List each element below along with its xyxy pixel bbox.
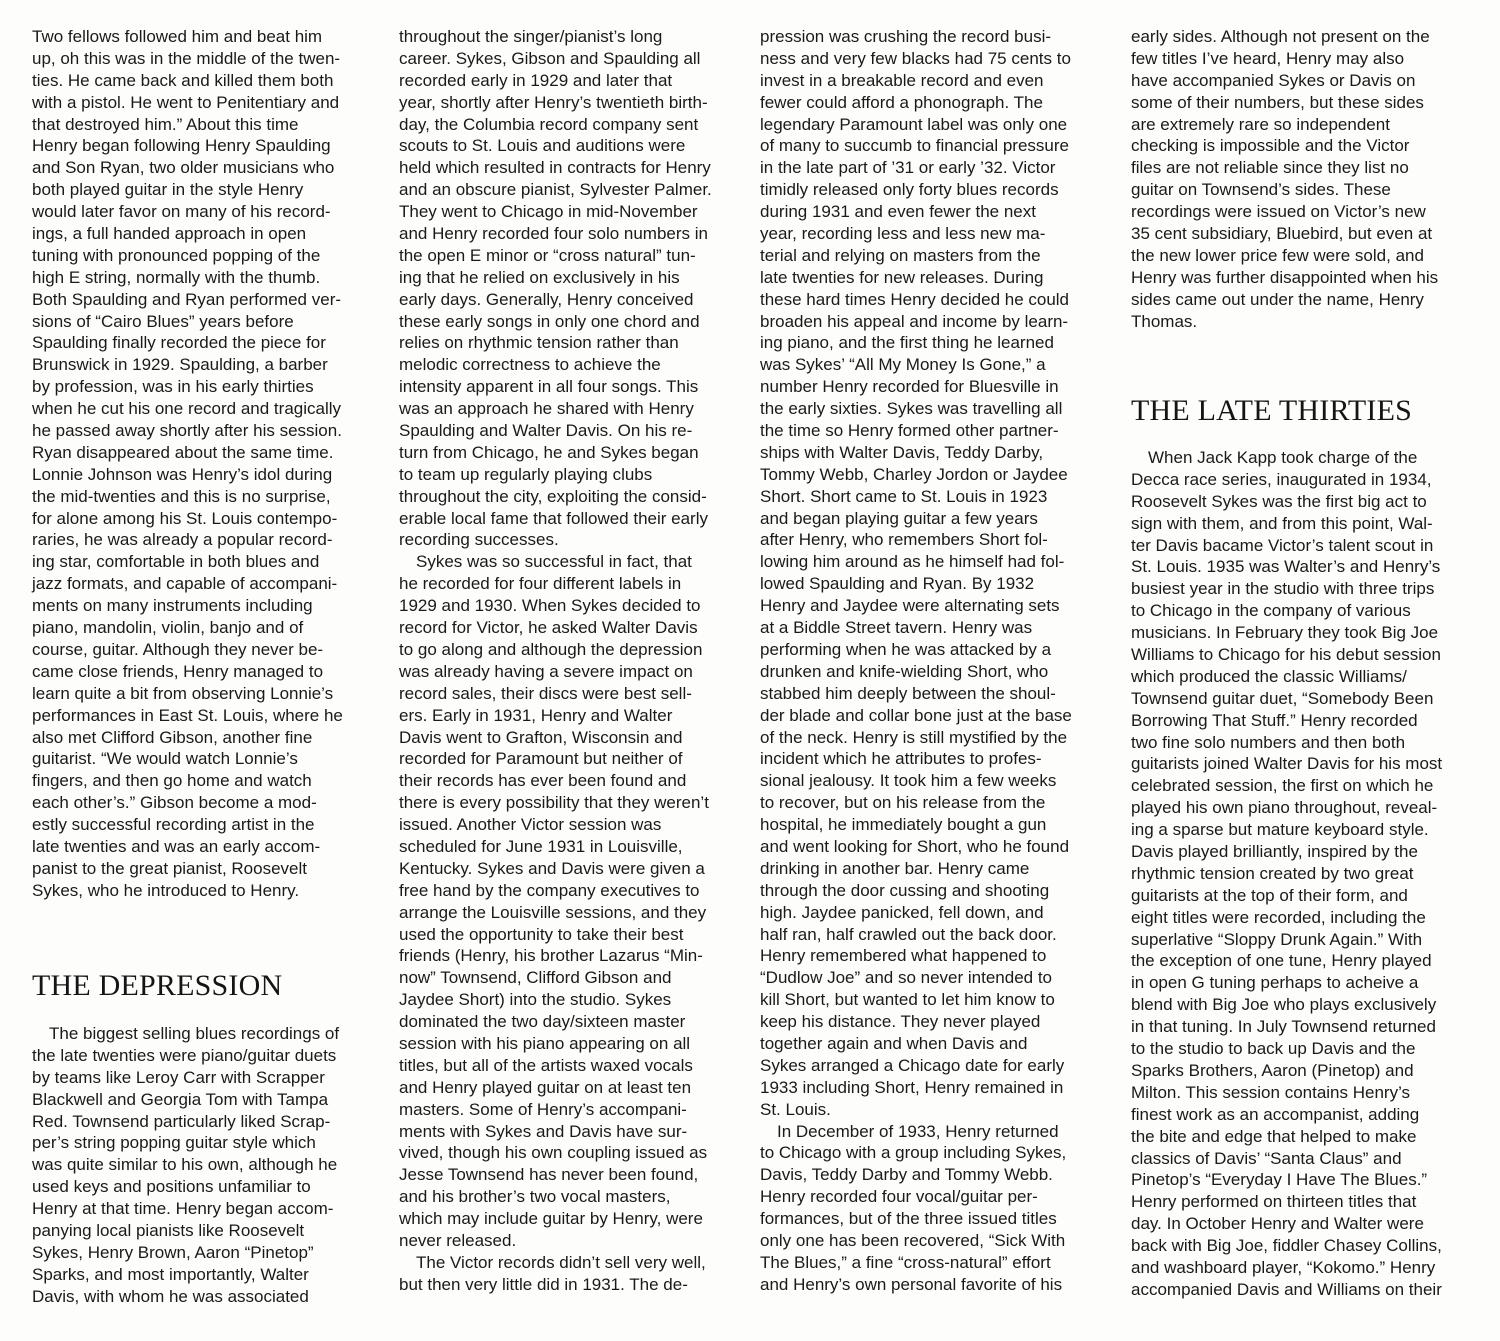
text-line: busiest year in the studio with three trips: [1131, 579, 1435, 599]
text-line: Milton. This session contains Henry’s: [1131, 1082, 1411, 1102]
text-line: Spaulding finally recorded the piece for: [32, 333, 326, 353]
text-line: timidly released only forty blues records: [760, 180, 1059, 200]
text-line: erable local fame that followed their early: [399, 508, 708, 528]
text-line: Henry at that time. Henry began accom-: [32, 1199, 334, 1219]
text-line: year, recording less and less new ma-: [760, 224, 1046, 244]
text-line: recorded for Paramount but neither of: [399, 749, 683, 769]
text-line: Red. Townsend particularly liked Scrap-: [32, 1111, 331, 1131]
text-line: and washboard player, “Kokomo.” Henry: [1131, 1257, 1436, 1277]
text-line: the time so Henry formed other partner-: [760, 421, 1059, 441]
text-line: jazz formats, and capable of accompani-: [32, 574, 338, 594]
text-line: performances in East St. Louis, where he: [32, 705, 343, 725]
text-line: titles, but all of the artists waxed vocals: [399, 1055, 693, 1075]
text-line: throughout the city, exploiting the consid-: [399, 486, 707, 506]
text-line: with a pistol. He went to Penitentiary and: [32, 92, 340, 112]
text-line: Sparks Brothers, Aaron (Pinetop) and: [1131, 1060, 1414, 1080]
text-line: never released.: [399, 1230, 517, 1250]
text-line: ing a sparse but mature keyboard style.: [1131, 820, 1429, 840]
text-line: was already having a severe impact on: [399, 661, 693, 681]
text-line: sions of “Cairo Blues” years before: [32, 311, 294, 331]
text-line: but then very little did in 1931. The de-: [399, 1274, 688, 1294]
text-line: Davis played brilliantly, inspired by the: [1131, 842, 1418, 862]
text-line: high. Jaydee panicked, fell down, and: [760, 902, 1044, 922]
text-line: ties. He came back and killed them both: [32, 70, 334, 90]
text-line: celebrated session, the first on which he: [1131, 776, 1434, 796]
text-line: sign with them, and from this point, Wal-: [1131, 513, 1433, 533]
text-line: Williams to Chicago for his debut session: [1131, 645, 1441, 665]
text-line: Thomas.: [1131, 311, 1198, 331]
text-line: fewer could afford a phonograph. The: [760, 92, 1043, 112]
text-line: learn quite a bit from observing Lonnie’s: [32, 683, 334, 703]
text-line: record for Victor, he asked Walter Davis: [399, 618, 698, 638]
text-line: would later favor on many of his record-: [32, 202, 331, 222]
text-line: guitarist. “We would watch Lonnie’s: [32, 749, 298, 769]
text-line: guitarists at the top of their form, and: [1131, 885, 1408, 905]
text-line: The Blues,” a fine “cross-natural” effort: [760, 1252, 1051, 1272]
text-line: When Jack Kapp took charge of the: [1131, 448, 1418, 467]
text-line: The biggest selling blues recordings of: [32, 1024, 340, 1043]
text-line: fingers, and then go home and watch: [32, 771, 312, 791]
text-line: terial and relying on masters from the: [760, 245, 1041, 265]
text-line: up, oh this was in the middle of the twen-: [32, 48, 341, 68]
text-line: both played guitar in the style Henry: [32, 180, 304, 200]
text-line: there is every possibility that they weren’t: [399, 793, 709, 813]
text-line: to team up regularly playing clubs: [399, 464, 653, 484]
text-column-4-continued: [1131, 447, 1476, 1301]
text-line: early days. Generally, Henry conceived: [399, 289, 694, 309]
text-line: was an approach he shared with Henry: [399, 399, 694, 419]
text-line: broaden his appeal and income by learn-: [760, 311, 1069, 331]
text-line: year, shortly after Henry’s twentieth birth-: [399, 92, 708, 112]
text-line: panist to the great pianist, Roosevelt: [32, 858, 307, 878]
text-line: when he cut his one record and tragically: [32, 399, 342, 419]
text-line: career. Sykes, Gibson and Spaulding all: [399, 48, 701, 68]
text-line: and went looking for Short, who he found: [760, 836, 1070, 856]
text-line: together again and when Davis and: [760, 1033, 1028, 1053]
text-line: Henry and Jaydee were alternating sets: [760, 596, 1060, 616]
text-line: ing that he relied on exclusively in his: [399, 267, 680, 287]
text-line: that destroyed him.” About this time: [32, 114, 299, 134]
text-line: ers. Early in 1931, Henry and Walter: [399, 705, 673, 725]
text-line: number Henry recorded for Bluesville in: [760, 377, 1059, 397]
text-line: Jesse Townsend has never been found,: [399, 1165, 699, 1185]
text-line: turn from Chicago, he and Sykes began: [399, 442, 699, 462]
text-line: these hard times Henry decided he could: [760, 289, 1070, 309]
text-line: day, the Columbia record company sent: [399, 114, 699, 134]
text-line: Davis, with whom he was associated: [32, 1286, 309, 1306]
text-line: classics of Davis’ “Santa Claus” and: [1131, 1148, 1402, 1168]
text-line: some of their numbers, but these sides: [1131, 92, 1424, 112]
text-line: Ryan disappeared about the same time.: [32, 442, 334, 462]
text-line: St. Louis.: [760, 1099, 831, 1119]
text-line: Sykes arranged a Chicago date for early: [760, 1055, 1065, 1075]
text-line: 1929 and 1930. When Sykes decided to: [399, 596, 701, 616]
text-line: the bite and edge that helped to make: [1131, 1126, 1417, 1146]
text-line: piano, mandolin, violin, banjo and of: [32, 618, 304, 638]
text-line: Tommy Webb, Charley Jordon or Jaydee: [760, 464, 1068, 484]
text-line: ments with Sykes and Davis have sur-: [399, 1121, 688, 1141]
text-line: the mid-twenties and this is no surprise,: [32, 486, 331, 506]
text-line: and Henry’s own personal favorite of his: [760, 1274, 1063, 1294]
text-line: drinking in another bar. Henry came: [760, 858, 1030, 878]
text-line: They went to Chicago in mid-November: [399, 202, 698, 222]
text-line: panying local pianists like Roosevelt: [32, 1221, 305, 1241]
text-line: scouts to St. Louis and auditions were: [399, 136, 686, 156]
text-line: kill Short, but wanted to let him know to: [760, 990, 1055, 1010]
text-line: only one has been recovered, “Sick With: [760, 1230, 1066, 1250]
text-line: used keys and positions unfamiliar to: [32, 1177, 311, 1197]
text-line: issued. Another Victor session was: [399, 815, 662, 835]
text-line: Henry remembered what happened to: [760, 946, 1047, 966]
text-line: accompanied Davis and Williams on their: [1131, 1279, 1442, 1299]
text-line: eight titles were recorded, including the: [1131, 907, 1426, 927]
text-line: musicians. In February they took Big Joe: [1131, 623, 1439, 643]
text-line: Lonnie Johnson was Henry’s idol during: [32, 464, 333, 484]
text-line: these early songs in only one chord and: [399, 311, 700, 331]
text-line: files are not reliable since they list no: [1131, 158, 1409, 178]
text-line: Both Spaulding and Ryan performed ver-: [32, 289, 342, 309]
text-line: and Son Ryan, two older musicians who: [32, 158, 335, 178]
text-line: the new lower price few were sold, and: [1131, 245, 1424, 265]
text-line: vived, though his own coupling issued as: [399, 1143, 708, 1163]
text-line: recordings were issued on Victor’s new: [1131, 202, 1426, 222]
text-line: pression was crushing the record busi-: [760, 27, 1052, 46]
text-line: was quite similar to his own, although he: [32, 1155, 338, 1175]
text-line: In December of 1933, Henry returned: [760, 1121, 1059, 1141]
text-line: at a Biddle Street tavern. Henry was: [760, 618, 1033, 638]
text-column-4: [1131, 26, 1476, 332]
text-line: ter Davis bacame Victor’s talent scout in: [1131, 535, 1434, 555]
text-line: Sparks, and most importantly, Walter: [32, 1264, 309, 1284]
text-line: incident which he attributes to profes-: [760, 749, 1042, 769]
text-line: day. In October Henry and Walter were: [1131, 1214, 1424, 1234]
text-line: legendary Paramount label was only one: [760, 114, 1068, 134]
text-line: during 1931 and even fewer the next: [760, 202, 1036, 222]
text-line: blend with Big Joe who plays exclusively: [1131, 995, 1437, 1015]
text-line: Two fellows followed him and beat him: [32, 27, 323, 46]
section-heading-depression: THE DEPRESSION: [32, 969, 283, 1002]
text-line: Brunswick in 1929. Spaulding, a barber: [32, 355, 328, 375]
text-line: 1933 including Short, Henry remained in: [760, 1077, 1064, 1097]
text-line: have accompanied Sykes or Davis on: [1131, 70, 1416, 90]
text-line: late twenties and was an early accom-: [32, 836, 321, 856]
text-line: Decca race series, inaugurated in 1934,: [1131, 469, 1432, 489]
text-line: which may include guitar by Henry, were: [399, 1209, 703, 1229]
text-line: and an obscure pianist, Sylvester Palmer.: [399, 180, 712, 200]
text-line: rhythmic tension created by two great: [1131, 863, 1414, 883]
text-line: high E string, normally with the thumb.: [32, 267, 321, 287]
text-line: finest work as an accompanist, adding: [1131, 1104, 1420, 1124]
text-line: lowing him around as he himself had fol-: [760, 552, 1065, 572]
text-line: Henry began following Henry Spaulding: [32, 136, 331, 156]
text-line: der blade and collar bone just at the base: [760, 705, 1072, 725]
text-line: to Chicago in the company of various: [1131, 601, 1411, 621]
text-line: throughout the singer/pianist’s long: [399, 27, 663, 46]
text-line: masters. Some of Henry’s accompani-: [399, 1099, 687, 1119]
text-line: Davis went to Grafton, Wisconsin and: [399, 727, 683, 747]
text-line: each other’s.” Gibson become a mod-: [32, 793, 317, 813]
text-line: the exception of one tune, Henry played: [1131, 951, 1432, 971]
text-line: drunken and knife-wielding Short, who: [760, 661, 1049, 681]
text-line: superlative “Sloppy Drunk Again.” With: [1131, 929, 1423, 949]
text-line: performing when he was attacked by a: [760, 639, 1052, 659]
text-line: ing piano, and the first thing he learned: [760, 333, 1054, 353]
text-line: Davis, Teddy Darby and Tommy Webb.: [760, 1165, 1053, 1185]
text-line: played his own piano throughout, reveal-: [1131, 798, 1438, 818]
text-line: by teams like Leroy Carr with Scrapper: [32, 1067, 325, 1087]
text-line: Kentucky. Sykes and Davis were given a: [399, 858, 705, 878]
text-line: he recorded for four different labels in: [399, 574, 682, 594]
text-line: guitar on Townsend’s sides. These: [1131, 180, 1391, 200]
text-line: their records has ever been found and: [399, 771, 687, 791]
text-line: few titles I’ve heard, Henry may also: [1131, 48, 1405, 68]
text-line: also met Clifford Gibson, another fine: [32, 727, 313, 747]
text-line: intensity apparent in all four songs. This: [399, 377, 699, 397]
text-line: dominated the two day/sixteen master: [399, 1012, 686, 1032]
text-line: checking is impossible and the Victor: [1131, 136, 1410, 156]
text-line: Roosevelt Sykes was the first big act to: [1131, 491, 1427, 511]
text-line: in that tuning. In July Townsend returned: [1131, 1017, 1436, 1037]
text-line: raries, he was already a popular record-: [32, 530, 333, 550]
text-line: sional jealousy. It took him a few weeks: [760, 771, 1057, 791]
text-line: and Henry recorded four solo numbers in: [399, 224, 708, 244]
text-line: course, guitar. Although they never be-: [32, 639, 324, 659]
text-line: friends (Henry, his brother Lazarus “Min-: [399, 946, 703, 966]
text-line: and began playing guitar a few years: [760, 508, 1038, 528]
text-line: which produced the classic Williams/: [1131, 666, 1407, 686]
text-line: Short. Short came to St. Louis in 1923: [760, 486, 1048, 506]
text-line: per’s string popping guitar style which: [32, 1133, 316, 1153]
text-line: Townsend guitar duet, “Somebody Been: [1131, 688, 1434, 708]
text-line: sides came out under the name, Henry: [1131, 289, 1424, 309]
text-line: early sides. Although not present on the: [1131, 27, 1430, 46]
text-line: Henry performed on thirteen titles that: [1131, 1192, 1417, 1212]
text-line: used the opportunity to take their best: [399, 924, 684, 944]
text-line: 35 cent subsidiary, Bluebird, but even at: [1131, 224, 1433, 244]
text-line: Jaydee Short) into the studio. Sykes: [399, 990, 672, 1010]
text-line: of many to succumb to financial pressure: [760, 136, 1069, 156]
text-line: Blackwell and Georgia Tom with Tampa: [32, 1089, 329, 1109]
text-line: to Chicago with a group including Sykes,: [760, 1143, 1067, 1163]
text-line: was Sykes’ “All My Money Is Gone,” a: [760, 355, 1046, 375]
text-line: Sykes, who he introduced to Henry.: [32, 880, 300, 900]
text-line: and his brother’s two vocal masters,: [399, 1187, 671, 1207]
text-line: Spaulding and Walter Davis. On his re-: [399, 421, 693, 441]
text-column-2: [399, 26, 744, 1296]
text-line: he passed away shortly after his session.: [32, 421, 342, 441]
text-line: for alone among his St. Louis contempo-: [32, 508, 338, 528]
text-line: of the neck. Henry is still mystified by the: [760, 727, 1068, 747]
text-column-3: [760, 26, 1105, 1296]
text-line: by profession, was in his early thirties: [32, 377, 314, 397]
text-line: scheduled for June 1931 in Louisville,: [399, 836, 683, 856]
text-line: record sales, their discs were best sell-: [399, 683, 692, 703]
text-line: ships with Walter Davis, Teddy Darby,: [760, 442, 1044, 462]
text-line: are extremely rare so independent: [1131, 114, 1390, 134]
text-line: Henry recorded four vocal/guitar per-: [760, 1187, 1038, 1207]
text-line: the late twenties were piano/guitar duets: [32, 1045, 337, 1065]
text-line: tuning with pronounced popping of the: [32, 245, 321, 265]
text-column-1: [32, 26, 377, 902]
text-line: Borrowing That Stuff.” Henry recorded: [1131, 710, 1418, 730]
text-line: Pinetop’s “Everyday I Have The Blues.”: [1131, 1170, 1428, 1190]
text-line: and Henry played guitar on at least ten: [399, 1077, 692, 1097]
text-line: The Victor records didn’t sell very well,: [399, 1252, 706, 1272]
text-line: invest in a breakable record and even: [760, 70, 1044, 90]
text-line: session with his piano appearing on all: [399, 1033, 691, 1053]
text-line: recording successes.: [399, 530, 559, 550]
text-line: hospital, he immediately bought a gun: [760, 815, 1047, 835]
text-line: ings, a full handed approach in open: [32, 224, 307, 244]
text-line: recorded early in 1929 and later that: [399, 70, 673, 90]
text-line: Sykes, Henry Brown, Aaron “Pinetop”: [32, 1242, 314, 1262]
text-line: the open E minor or “cross natural” tun-: [399, 245, 696, 265]
text-line: in open G tuning perhaps to acheive a: [1131, 973, 1419, 993]
text-line: to recover, but on his release from the: [760, 793, 1046, 813]
text-line: half ran, half crawled out the back door.: [760, 924, 1057, 944]
text-line: to the studio to back up Davis and the: [1131, 1039, 1416, 1059]
text-line: keep his distance. They never played: [760, 1012, 1041, 1032]
text-line: lowed Spaulding and Ryan. By 1932: [760, 574, 1035, 594]
text-line: ness and very few blacks had 75 cents to: [760, 48, 1071, 68]
text-line: through the door cussing and shooting: [760, 880, 1050, 900]
text-line: St. Louis. 1935 was Walter’s and Henry’s: [1131, 557, 1441, 577]
text-line: guitarists joined Walter Davis for his most: [1131, 754, 1443, 774]
text-line: to go along and although the depression: [399, 639, 703, 659]
text-line: came close friends, Henry managed to: [32, 661, 324, 681]
text-line: relies on rhythmic tension rather than: [399, 333, 679, 353]
text-line: formances, but of the three issued titles: [760, 1209, 1057, 1229]
text-line: late twenties for new releases. During: [760, 267, 1044, 287]
text-line: melodic correctness to achieve the: [399, 355, 661, 375]
text-line: two fine solo numbers and then both: [1131, 732, 1406, 752]
text-line: arrange the Louisville sessions, and they: [399, 902, 707, 922]
text-line: after Henry, who remembers Short fol-: [760, 530, 1048, 550]
text-line: estly successful recording artist in the: [32, 815, 315, 835]
text-line: free hand by the company executives to: [399, 880, 700, 900]
text-line: held which resulted in contracts for Henry: [399, 158, 711, 178]
text-line: in the late part of ’31 or early ’32. Victor: [760, 158, 1056, 178]
text-line: the early sixties. Sykes was travelling all: [760, 399, 1063, 419]
text-line: Sykes was so successful in fact, that: [399, 552, 692, 572]
text-line: Henry was further disappointed when his: [1131, 267, 1439, 287]
text-line: now” Townsend, Clifford Gibson and: [399, 968, 672, 988]
text-line: ing star, comfortable in both blues and: [32, 552, 320, 572]
text-line: ments on many instruments including: [32, 596, 313, 616]
text-column-1-continued: [32, 1023, 377, 1308]
text-line: back with Big Joe, fiddler Chasey Collins,: [1131, 1236, 1442, 1256]
text-line: stabbed him deeply between the shoul-: [760, 683, 1056, 703]
section-heading-late-thirties: THE LATE THIRTIES: [1131, 394, 1413, 427]
text-line: “Dudlow Joe” and so never intended to: [760, 968, 1053, 988]
